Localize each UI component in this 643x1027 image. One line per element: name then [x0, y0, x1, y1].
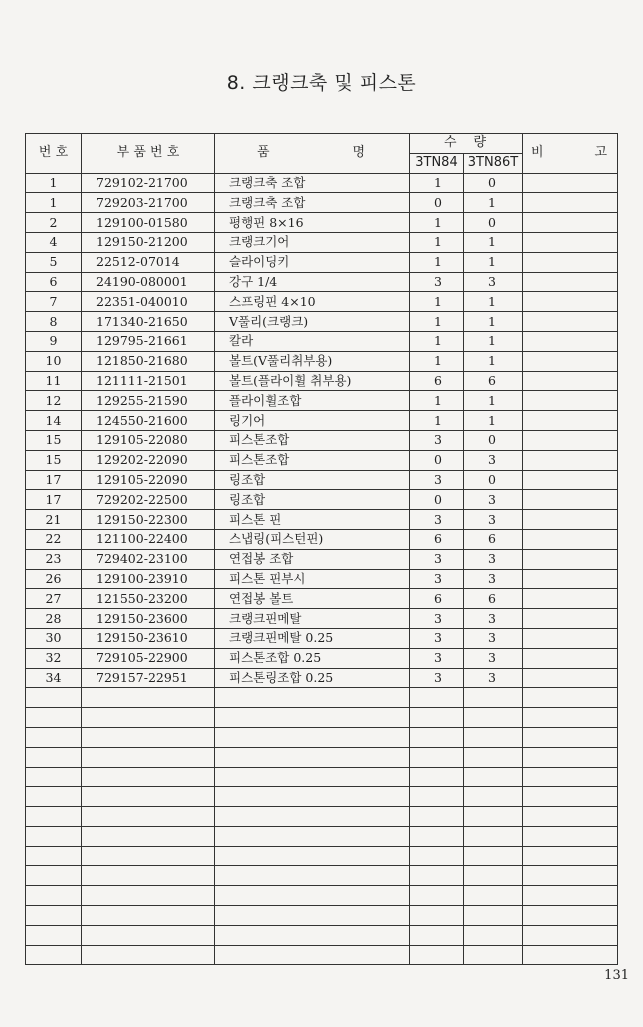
row-qty-3tn84: [410, 945, 464, 965]
row-part-name: 피스톤 핀: [215, 510, 410, 530]
row-note: [523, 787, 618, 807]
row-part-name: [215, 747, 410, 767]
row-note: [523, 450, 618, 470]
row-note: [523, 312, 618, 332]
row-qty-3tn86t: [464, 688, 523, 708]
row-qty-3tn84: [410, 688, 464, 708]
table-row: [26, 747, 618, 767]
row-qty-3tn86t: 3: [464, 609, 523, 629]
row-note: [523, 549, 618, 569]
table-row: [26, 411, 618, 431]
row-qty-3tn84: 1: [410, 331, 464, 351]
row-qty-3tn84: [410, 708, 464, 728]
row-qty-3tn84: 6: [410, 529, 464, 549]
row-note: [523, 272, 618, 292]
table-row: [26, 886, 618, 906]
table-row: [26, 331, 618, 351]
parts-table: [25, 133, 618, 965]
row-part-name: [215, 727, 410, 747]
row-qty-3tn86t: 1: [464, 232, 523, 252]
row-no: 17: [26, 490, 82, 510]
table-row: [26, 787, 618, 807]
row-qty-3tn86t: 0: [464, 430, 523, 450]
row-qty-3tn86t: [464, 807, 523, 827]
row-part-name: 슬라이딩키: [215, 252, 410, 272]
row-qty-3tn84: 1: [410, 232, 464, 252]
row-part-no: 22351-040010: [82, 292, 215, 312]
row-part-no: 124550-21600: [82, 411, 215, 431]
table-row: [26, 490, 618, 510]
table-row: [26, 430, 618, 450]
row-no: [26, 688, 82, 708]
row-part-no: 129105-22090: [82, 470, 215, 490]
row-qty-3tn84: 3: [410, 549, 464, 569]
row-part-name: 링기어: [215, 411, 410, 431]
row-qty-3tn86t: 3: [464, 569, 523, 589]
row-qty-3tn86t: 1: [464, 331, 523, 351]
row-qty-3tn84: 3: [410, 609, 464, 629]
row-qty-3tn84: 0: [410, 193, 464, 213]
row-no: 4: [26, 232, 82, 252]
table-row: [26, 906, 618, 926]
row-qty-3tn86t: [464, 727, 523, 747]
table-row: [26, 312, 618, 332]
row-no: [26, 925, 82, 945]
row-no: 10: [26, 351, 82, 371]
row-part-no: [82, 767, 215, 787]
row-note: [523, 886, 618, 906]
row-note: [523, 648, 618, 668]
row-qty-3tn86t: 3: [464, 668, 523, 688]
table-row: [26, 193, 618, 213]
row-part-no: [82, 787, 215, 807]
row-note: [523, 866, 618, 886]
row-part-name: [215, 846, 410, 866]
row-qty-3tn86t: 1: [464, 351, 523, 371]
row-note: [523, 708, 618, 728]
table-row: [26, 688, 618, 708]
row-qty-3tn84: 6: [410, 589, 464, 609]
table-row: [26, 292, 618, 312]
row-no: 9: [26, 331, 82, 351]
row-qty-3tn84: 1: [410, 312, 464, 332]
row-part-name: [215, 906, 410, 926]
row-qty-3tn84: [410, 787, 464, 807]
row-part-name: 크랭크기어: [215, 232, 410, 252]
row-qty-3tn84: 3: [410, 470, 464, 490]
row-part-name: 볼트(플라이휠 취부용): [215, 371, 410, 391]
row-part-name: 강구 1/4: [215, 272, 410, 292]
table-row: [26, 668, 618, 688]
table-row: [26, 866, 618, 886]
row-qty-3tn84: 0: [410, 450, 464, 470]
row-part-no: 729157-22951: [82, 668, 215, 688]
row-part-no: 729203-21700: [82, 193, 215, 213]
table-row: [26, 529, 618, 549]
row-no: [26, 747, 82, 767]
row-part-no: 129100-01580: [82, 213, 215, 233]
table-row: [26, 510, 618, 530]
row-no: 26: [26, 569, 82, 589]
row-qty-3tn86t: 1: [464, 292, 523, 312]
header-note-a: 비: [531, 145, 544, 161]
row-part-no: 129255-21590: [82, 391, 215, 411]
row-part-name: [215, 866, 410, 886]
row-part-name: 크랭크핀메탈 0.25: [215, 628, 410, 648]
row-part-name: [215, 826, 410, 846]
header-qty-a: 수: [444, 135, 457, 151]
table-row: [26, 648, 618, 668]
row-qty-3tn84: [410, 807, 464, 827]
header-name-b: 명: [352, 145, 365, 161]
row-qty-3tn86t: [464, 925, 523, 945]
row-note: [523, 569, 618, 589]
row-qty-3tn84: 3: [410, 648, 464, 668]
row-note: [523, 213, 618, 233]
row-note: [523, 510, 618, 530]
row-no: 8: [26, 312, 82, 332]
row-qty-3tn84: [410, 866, 464, 886]
row-note: [523, 747, 618, 767]
row-part-name: 크랭크축 조합: [215, 173, 410, 193]
row-part-name: 피스톤 핀부시: [215, 569, 410, 589]
row-no: 1: [26, 193, 82, 213]
table-row: [26, 371, 618, 391]
row-no: 27: [26, 589, 82, 609]
row-part-name: [215, 767, 410, 787]
table-row: [26, 549, 618, 569]
row-qty-3tn84: [410, 886, 464, 906]
row-part-name: 링조합: [215, 490, 410, 510]
row-note: [523, 331, 618, 351]
row-no: 32: [26, 648, 82, 668]
page-number: 131: [604, 968, 629, 983]
row-qty-3tn86t: 1: [464, 252, 523, 272]
row-no: 17: [26, 470, 82, 490]
row-no: 34: [26, 668, 82, 688]
row-part-no: [82, 925, 215, 945]
row-part-no: 121850-21680: [82, 351, 215, 371]
row-note: [523, 925, 618, 945]
table-row: [26, 213, 618, 233]
row-part-no: [82, 886, 215, 906]
row-qty-3tn86t: 3: [464, 628, 523, 648]
row-part-no: [82, 906, 215, 926]
row-qty-3tn84: [410, 747, 464, 767]
row-part-name: 피스톤조합: [215, 430, 410, 450]
row-qty-3tn86t: 3: [464, 510, 523, 530]
row-qty-3tn86t: [464, 945, 523, 965]
table-row: [26, 609, 618, 629]
row-note: [523, 351, 618, 371]
header-model-3tn86t: 3TN86T: [464, 153, 523, 173]
row-qty-3tn86t: [464, 767, 523, 787]
row-part-name: 연접봉 볼트: [215, 589, 410, 609]
row-qty-3tn86t: 1: [464, 193, 523, 213]
row-qty-3tn84: 1: [410, 411, 464, 431]
row-part-name: [215, 807, 410, 827]
row-no: 5: [26, 252, 82, 272]
table-row: [26, 846, 618, 866]
row-part-no: 129105-22080: [82, 430, 215, 450]
row-qty-3tn84: [410, 846, 464, 866]
row-no: 14: [26, 411, 82, 431]
row-part-no: [82, 747, 215, 767]
row-part-name: [215, 945, 410, 965]
table-row: [26, 391, 618, 411]
row-part-no: 129150-22300: [82, 510, 215, 530]
table-row: [26, 450, 618, 470]
row-part-no: 129150-23600: [82, 609, 215, 629]
table-row: [26, 727, 618, 747]
row-part-no: 729402-23100: [82, 549, 215, 569]
row-qty-3tn86t: 6: [464, 589, 523, 609]
row-no: 2: [26, 213, 82, 233]
row-qty-3tn86t: 6: [464, 371, 523, 391]
table-row: [26, 767, 618, 787]
table-row: [26, 173, 618, 193]
row-part-no: 729105-22900: [82, 648, 215, 668]
row-part-no: 171340-21650: [82, 312, 215, 332]
row-part-name: 평행핀 8×16: [215, 213, 410, 233]
row-note: [523, 668, 618, 688]
row-no: 22: [26, 529, 82, 549]
row-part-name: 플라이휠조합: [215, 391, 410, 411]
row-part-no: [82, 807, 215, 827]
row-no: 15: [26, 430, 82, 450]
table-row: [26, 470, 618, 490]
row-note: [523, 688, 618, 708]
header-part-no: 부 품 번 호: [82, 134, 215, 174]
row-qty-3tn84: 1: [410, 252, 464, 272]
row-part-name: 볼트(V풀리취부용): [215, 351, 410, 371]
table-row: [26, 589, 618, 609]
page-title: 8. 크랭크축 및 피스톤: [226, 72, 417, 94]
row-part-name: 피스톤조합 0.25: [215, 648, 410, 668]
row-no: [26, 787, 82, 807]
row-note: [523, 826, 618, 846]
table-row: [26, 272, 618, 292]
row-qty-3tn86t: 3: [464, 490, 523, 510]
row-qty-3tn86t: [464, 747, 523, 767]
row-no: [26, 708, 82, 728]
row-part-no: [82, 826, 215, 846]
row-note: [523, 589, 618, 609]
table-row: [26, 628, 618, 648]
header-qty-b: 량: [473, 135, 486, 151]
parts-table-body: [26, 173, 618, 965]
row-qty-3tn84: 3: [410, 569, 464, 589]
row-no: [26, 906, 82, 926]
row-qty-3tn84: 3: [410, 430, 464, 450]
row-qty-3tn84: [410, 826, 464, 846]
row-no: 30: [26, 628, 82, 648]
row-qty-3tn84: 6: [410, 371, 464, 391]
row-qty-3tn86t: [464, 826, 523, 846]
row-part-no: 121111-21501: [82, 371, 215, 391]
row-part-name: [215, 886, 410, 906]
row-note: [523, 470, 618, 490]
row-part-name: V풀리(크랭크): [215, 312, 410, 332]
row-qty-3tn84: 3: [410, 272, 464, 292]
header-qty: [410, 134, 523, 154]
row-note: [523, 193, 618, 213]
row-part-no: 729202-22500: [82, 490, 215, 510]
row-note: [523, 846, 618, 866]
table-row: [26, 232, 618, 252]
row-qty-3tn84: 1: [410, 391, 464, 411]
row-qty-3tn86t: 0: [464, 213, 523, 233]
row-qty-3tn86t: [464, 906, 523, 926]
row-qty-3tn86t: 3: [464, 450, 523, 470]
row-note: [523, 490, 618, 510]
row-part-no: 129150-23610: [82, 628, 215, 648]
row-qty-3tn86t: 1: [464, 391, 523, 411]
row-part-no: [82, 727, 215, 747]
row-note: [523, 906, 618, 926]
row-no: [26, 826, 82, 846]
row-qty-3tn86t: 6: [464, 529, 523, 549]
row-no: 1: [26, 173, 82, 193]
row-qty-3tn84: 0: [410, 490, 464, 510]
row-note: [523, 252, 618, 272]
row-part-no: 129100-23910: [82, 569, 215, 589]
row-qty-3tn84: 1: [410, 173, 464, 193]
row-no: 6: [26, 272, 82, 292]
row-no: [26, 945, 82, 965]
row-part-no: 22512-07014: [82, 252, 215, 272]
row-part-no: 129202-22090: [82, 450, 215, 470]
row-part-name: [215, 708, 410, 728]
row-no: [26, 807, 82, 827]
row-note: [523, 609, 618, 629]
row-part-no: 121100-22400: [82, 529, 215, 549]
row-no: 28: [26, 609, 82, 629]
row-qty-3tn84: 1: [410, 213, 464, 233]
row-qty-3tn86t: 0: [464, 173, 523, 193]
header-name: [215, 134, 410, 174]
row-qty-3tn86t: 3: [464, 272, 523, 292]
row-note: [523, 767, 618, 787]
row-part-no: 121550-23200: [82, 589, 215, 609]
row-qty-3tn84: 3: [410, 510, 464, 530]
row-no: [26, 846, 82, 866]
header-model-3tn84: 3TN84: [410, 153, 464, 173]
row-qty-3tn84: 1: [410, 351, 464, 371]
row-part-no: 129150-21200: [82, 232, 215, 252]
row-part-name: 크랭크축 조합: [215, 193, 410, 213]
row-part-name: 스프링핀 4×10: [215, 292, 410, 312]
table-row: [26, 708, 618, 728]
row-qty-3tn86t: [464, 886, 523, 906]
row-note: [523, 529, 618, 549]
row-qty-3tn84: 3: [410, 628, 464, 648]
row-qty-3tn86t: 0: [464, 470, 523, 490]
row-note: [523, 232, 618, 252]
row-part-name: [215, 688, 410, 708]
row-no: [26, 767, 82, 787]
row-part-name: [215, 925, 410, 945]
table-row: [26, 945, 618, 965]
row-note: [523, 173, 618, 193]
row-part-name: [215, 787, 410, 807]
row-part-no: 24190-080001: [82, 272, 215, 292]
row-qty-3tn86t: 1: [464, 411, 523, 431]
row-note: [523, 430, 618, 450]
row-note: [523, 807, 618, 827]
row-qty-3tn84: 1: [410, 292, 464, 312]
row-part-no: [82, 688, 215, 708]
row-no: 11: [26, 371, 82, 391]
header-note: [523, 134, 618, 174]
table-row: [26, 569, 618, 589]
row-note: [523, 391, 618, 411]
row-note: [523, 411, 618, 431]
row-no: 7: [26, 292, 82, 312]
table-row: [26, 351, 618, 371]
table-row: [26, 252, 618, 272]
table-row: [26, 807, 618, 827]
row-part-name: 칼라: [215, 331, 410, 351]
row-qty-3tn84: 3: [410, 668, 464, 688]
row-part-no: 729102-21700: [82, 173, 215, 193]
row-note: [523, 371, 618, 391]
row-qty-3tn86t: 3: [464, 648, 523, 668]
row-note: [523, 628, 618, 648]
table-row: [26, 925, 618, 945]
row-no: 12: [26, 391, 82, 411]
row-no: 15: [26, 450, 82, 470]
row-part-name: 크랭크핀메탈: [215, 609, 410, 629]
row-qty-3tn86t: 1: [464, 312, 523, 332]
row-part-name: 연접봉 조합: [215, 549, 410, 569]
row-part-name: 스냅링(피스턴핀): [215, 529, 410, 549]
row-no: [26, 886, 82, 906]
row-note: [523, 292, 618, 312]
row-part-no: 129795-21661: [82, 331, 215, 351]
row-note: [523, 727, 618, 747]
row-part-no: [82, 846, 215, 866]
row-part-name: 링조합: [215, 470, 410, 490]
row-part-no: [82, 945, 215, 965]
row-qty-3tn84: [410, 727, 464, 747]
row-qty-3tn84: [410, 906, 464, 926]
row-qty-3tn86t: [464, 708, 523, 728]
row-part-no: [82, 708, 215, 728]
header-note-b: 고: [594, 145, 607, 161]
header-name-a: 품: [257, 145, 270, 161]
header-no: 번 호: [26, 134, 82, 174]
row-qty-3tn86t: [464, 846, 523, 866]
row-qty-3tn86t: [464, 787, 523, 807]
row-note: [523, 945, 618, 965]
row-qty-3tn86t: [464, 866, 523, 886]
row-part-no: [82, 866, 215, 886]
row-part-name: 피스톤조합: [215, 450, 410, 470]
table-row: [26, 826, 618, 846]
row-no: 21: [26, 510, 82, 530]
row-qty-3tn84: [410, 767, 464, 787]
row-qty-3tn84: [410, 925, 464, 945]
row-qty-3tn86t: 3: [464, 549, 523, 569]
row-no: [26, 727, 82, 747]
row-no: 23: [26, 549, 82, 569]
row-no: [26, 866, 82, 886]
row-part-name: 피스톤링조합 0.25: [215, 668, 410, 688]
